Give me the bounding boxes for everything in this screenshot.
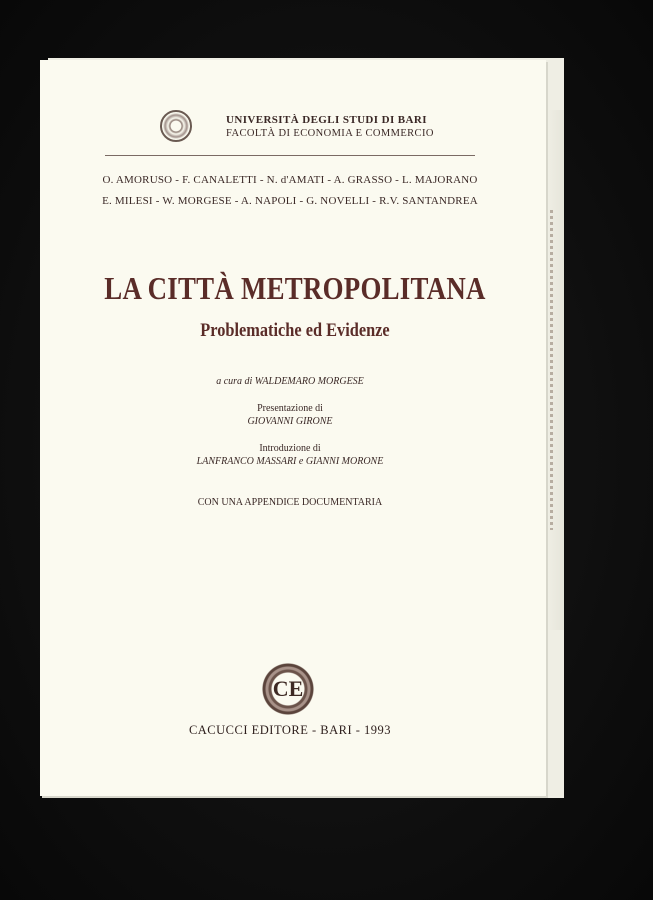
divider-rule <box>105 155 475 156</box>
presentation-name: GIOVANNI GIRONE <box>247 416 333 427</box>
curator-credit: a cura di WALDEMARO MORGESE <box>216 376 364 387</box>
book-subtitle: Problematiche ed Evidenze <box>200 320 390 341</box>
authors-line: O. AMORUSO - F. CANALETTI - N. d'AMATI - A. GRASSO - L. MAJORANO <box>102 174 478 186</box>
authors-line: E. MILESI - W. MORGESE - A. NAPOLI - G. NOVELLI - R.V. SANTANDREA <box>102 195 478 207</box>
university-seal-icon <box>160 110 192 142</box>
spine-lettering <box>550 210 553 530</box>
publisher-logo-mark: CE <box>272 676 304 701</box>
book-title: LA CITTÀ METROPOLITANA <box>104 270 486 306</box>
presentation-label: Presentazione di <box>257 403 323 414</box>
publisher-imprint: CACUCCI EDITORE - BARI - 1993 <box>188 723 392 737</box>
introduction-label: Introduzione di <box>259 443 321 454</box>
authors-list <box>90 170 490 212</box>
university-name: UNIVERSITÀ DEGLI STUDI DI BARI <box>226 114 427 126</box>
introduction-name: LANFRANCO MASSARI e GIANNI MORONE <box>196 456 384 467</box>
university-header <box>160 110 460 146</box>
publisher-logo-icon <box>262 663 314 715</box>
faculty-name: FACOLTÀ DI ECONOMIA E COMMERCIO <box>226 128 434 139</box>
appendix-note: CON UNA APPENDICE DOCUMENTARIA <box>197 497 383 508</box>
